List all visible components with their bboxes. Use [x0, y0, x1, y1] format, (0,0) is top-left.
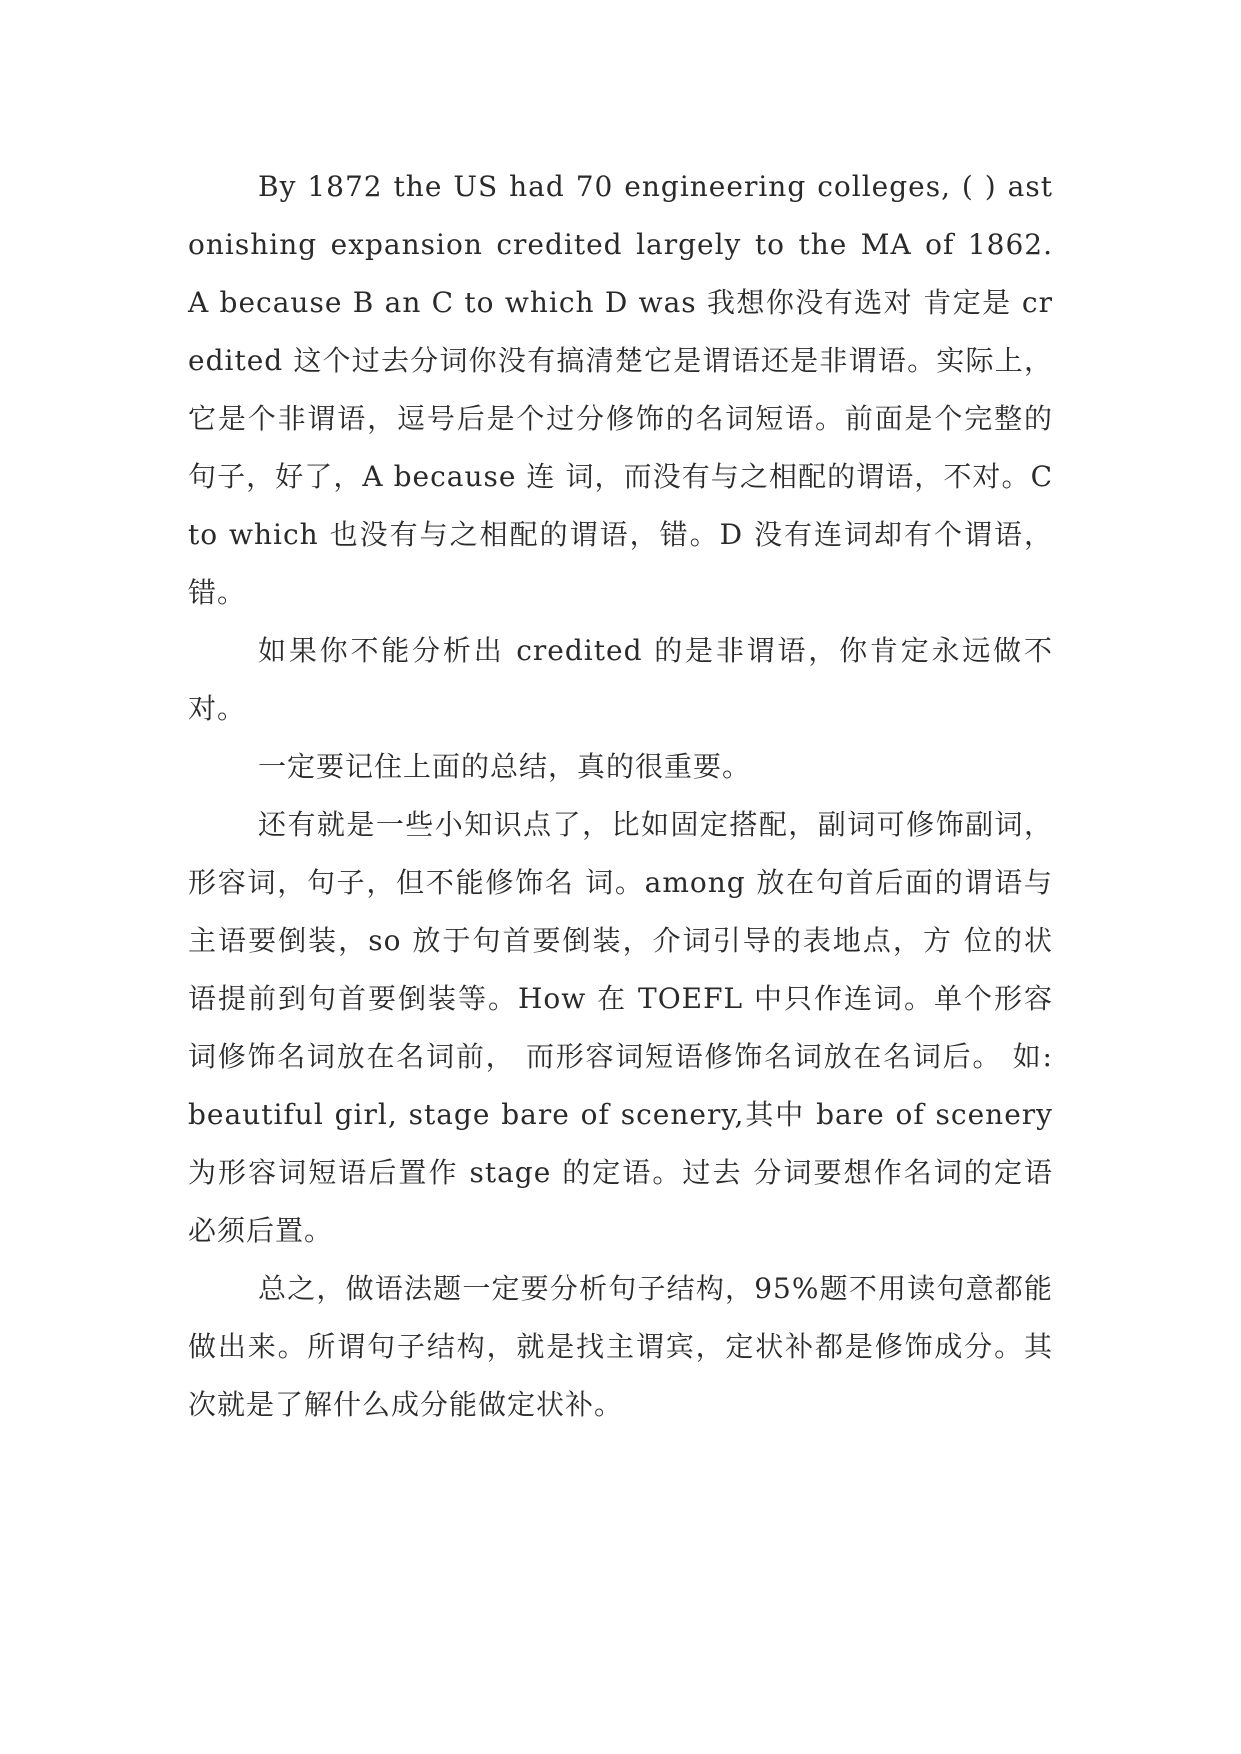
paragraph-example-analysis: By 1872 the US had 70 engineering colleges, ( ) astonishing expansion credited largely to the MA of 1862. A because B an C to which D was 我想你没有选对 肯定是 credited 这个过去分词你没有搞清楚它是谓语还是非谓语。实际上，它是个非谓语，逗号后是个过分修饰的名词短语。前面是个完整的句子，好了，A because 连 词，而没有与之相配的谓语，不对。C to which 也没有与之相配的谓语，错。D 没有连词却有个谓语，错。 [188, 170, 1053, 609]
paragraph-non-predicate-note: 如果你不能分析出 credited 的是非谓语，你肯定永远做不对。 [188, 634, 1053, 725]
paragraph-conclusion: 总之，做语法题一定要分析句子结构，95%题不用读句意都能做出来。所谓句子结构，就是找主谓宾，定状补都是修饰成分。其次就是了解什么成分能做定状补。 [188, 1272, 1053, 1421]
paragraph-knowledge-points: 还有就是一些小知识点了，比如固定搭配，副词可修饰副词，形容词，句子，但不能修饰名 词。among 放在句首后面的谓语与主语要倒装，so 放于句首要倒装，介词引导的表地点，方 位的状语提前到句首要倒装等。How 在 TOEFL 中只作连词。单个形容词修饰名词放在名词前， 而形容词短语修饰名词放在名词后。 如: beautiful girl, stage bare of scenery,其中 bare of scenery 为形容词短语后置作 stage 的定语。过去 分词要想作名词的定语必须后置。 [188, 808, 1053, 1247]
paragraph-remember-summary: 一定要记住上面的总结，真的很重要。 [258, 750, 752, 783]
document-body [188, 158, 1053, 1434]
